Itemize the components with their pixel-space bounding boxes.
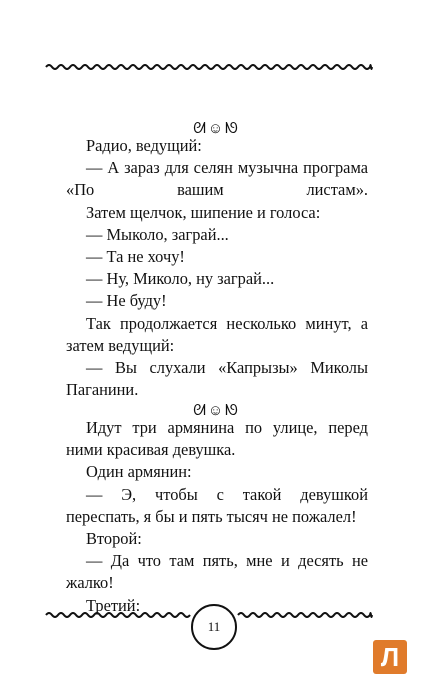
paragraph: — Мыколо, заграй...: [86, 224, 229, 244]
paragraph: Идут три армянина по улице, перед ними красивая девушка.: [66, 418, 368, 460]
joke-section-1: [66, 135, 368, 401]
page-number: 11: [191, 604, 237, 650]
paragraph: — Ну, Миколо, ну заграй...: [86, 269, 275, 289]
paragraph: Радио, ведущий:: [86, 136, 202, 155]
paragraph: Второй:: [86, 529, 142, 549]
joke-section-2: [66, 417, 368, 617]
smiley-icon: ☺: [207, 121, 226, 137]
paragraph: — Не буду!: [86, 291, 167, 311]
curl-left-icon: ᘛ: [193, 121, 208, 137]
smiley-icon: ☺: [207, 403, 226, 419]
paragraph: — Э, чтобы с такой девушкой переспать, я бы и пять тысяч не пожалел!: [66, 484, 368, 526]
curl-left-icon: ᘛ: [193, 403, 208, 419]
curl-right-icon: ᘚ: [225, 121, 240, 137]
paragraph: — Та не хочу!: [86, 247, 185, 267]
paragraph: — А зараз для селян музычна програма «По вашим листам».: [66, 158, 368, 200]
top-wave-divider: [0, 60, 433, 74]
paragraph: — Да что там пять, мне и десять не жалко!: [66, 551, 368, 593]
paragraph: Так продолжается несколько минут, а затем ведущий:: [66, 313, 368, 355]
paragraph: Один армянин:: [86, 462, 192, 482]
paragraph: — Вы слухали «Капрызы» Миколы Паганини.: [66, 358, 368, 400]
publisher-logo: Л: [373, 640, 407, 674]
curl-right-icon: ᘚ: [225, 403, 240, 419]
paragraph: Затем щелчок, шипение и голоса:: [86, 202, 321, 222]
paragraph: Третий:: [86, 595, 141, 615]
